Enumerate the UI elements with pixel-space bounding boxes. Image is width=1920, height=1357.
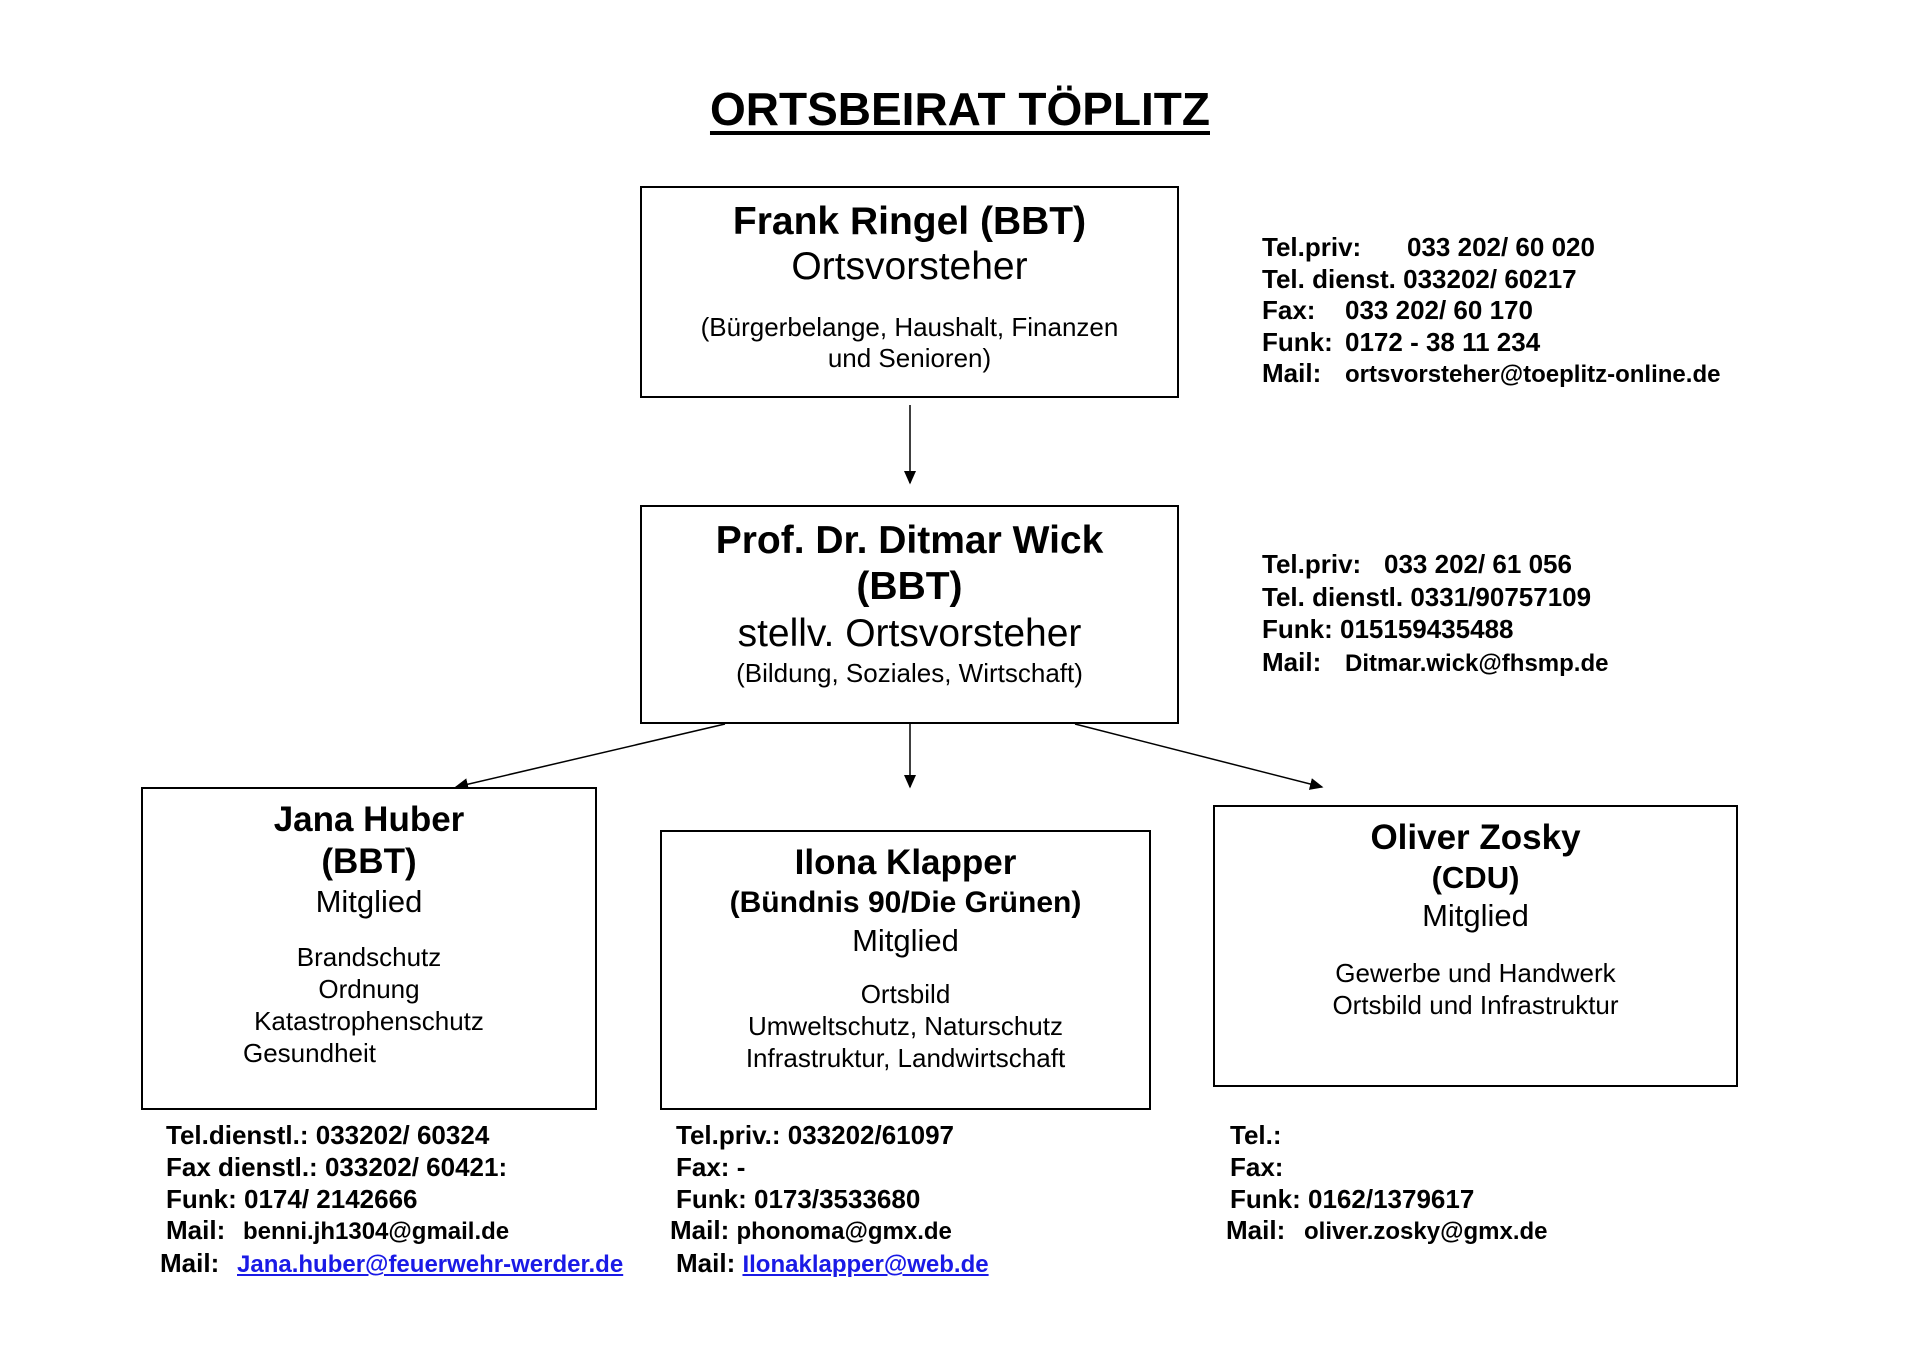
contact-key: Mail: xyxy=(1262,646,1322,677)
member-focus-line: Ortsbild xyxy=(860,979,951,1009)
contact-value: 0162/1379617 xyxy=(1308,1183,1475,1214)
member-email[interactable]: phonoma@gmx.de xyxy=(736,1218,952,1246)
chair-email[interactable]: ortsvorsteher@toeplitz-online.de xyxy=(1345,361,1721,388)
member-email-link[interactable]: Ilonaklapper@web.de xyxy=(742,1251,989,1279)
page-title: ORTSBEIRAT TÖPLITZ xyxy=(709,83,1210,135)
deputy-role: stellv. Ortsvorsteher xyxy=(737,612,1082,655)
member-focus-line: Katastrophenschutz xyxy=(254,1006,484,1036)
connector-deputy-huber xyxy=(456,724,725,787)
contact-key: Tel.dienstl.: xyxy=(166,1120,309,1150)
contact-row xyxy=(166,1184,623,1216)
contact-row xyxy=(1262,327,1720,359)
contact-value: 0331/90757109 xyxy=(1410,581,1592,612)
contact-value: 033202/ 60217 xyxy=(1403,263,1577,294)
contact-row xyxy=(676,1120,989,1152)
member-box-huber xyxy=(141,787,597,1110)
contact-row xyxy=(676,1152,989,1184)
contact-key: Fax: xyxy=(676,1151,730,1182)
member-focus-line: Umweltschutz, Naturschutz xyxy=(748,1011,1063,1041)
contact-row xyxy=(1262,295,1720,327)
member-name: Oliver Zosky xyxy=(1370,818,1581,857)
contact-key: Mail: xyxy=(670,1215,730,1246)
contact-row xyxy=(1262,358,1720,391)
member-party: (Bündnis 90/Die Grünen) xyxy=(729,886,1082,919)
contact-row xyxy=(166,1120,623,1152)
contact-key: Mail: xyxy=(1226,1215,1286,1246)
member-contact-zosky xyxy=(1226,1120,1548,1248)
member-email-link[interactable]: Jana.huber@feuerwehr-werder.de xyxy=(237,1251,624,1279)
member-focus xyxy=(143,941,595,1069)
contact-value: 033 202/ 60 170 xyxy=(1345,295,1533,325)
member-box-zosky xyxy=(1213,805,1738,1087)
contact-key: Tel. dienst. xyxy=(1262,263,1396,294)
contact-key: Fax: xyxy=(1262,295,1316,325)
chair-focus-line: (Bürgerbelange, Haushalt, Finanzen xyxy=(700,312,1119,342)
member-contact-huber xyxy=(160,1120,624,1281)
contact-row xyxy=(676,1184,989,1216)
chair-role: Ortsvorsteher xyxy=(791,245,1028,288)
contact-key: Funk: xyxy=(166,1183,237,1214)
contact-row xyxy=(1262,581,1608,614)
deputy-contact xyxy=(1262,548,1608,680)
contact-row xyxy=(1262,613,1608,646)
deputy-name: Prof. Dr. Ditmar Wick xyxy=(715,519,1104,562)
contact-key: Fax dienstl.: xyxy=(166,1151,318,1182)
contact-row xyxy=(1226,1215,1548,1248)
member-focus-line: Gesundheit xyxy=(243,1038,376,1068)
deputy-focus: (Bildung, Soziales, Wirtschaft) xyxy=(736,658,1083,688)
chair-focus-line: und Senioren) xyxy=(827,343,992,373)
contact-row xyxy=(1230,1120,1548,1152)
member-focus-line: Ordnung xyxy=(318,974,420,1004)
member-focus xyxy=(662,978,1149,1074)
contact-row xyxy=(1262,646,1608,681)
member-email[interactable]: oliver.zosky@gmx.de xyxy=(1304,1218,1548,1246)
contact-row xyxy=(670,1215,989,1248)
member-focus-line: Infrastruktur, Landwirtschaft xyxy=(745,1043,1066,1073)
contact-row xyxy=(160,1248,623,1281)
chair-name: Frank Ringel (BBT) xyxy=(732,200,1087,243)
member-email[interactable]: benni.jh1304@gmail.de xyxy=(243,1218,510,1246)
contact-key: Funk: xyxy=(1230,1183,1301,1214)
contact-value: 033202/ 60421: xyxy=(324,1151,508,1182)
member-role: Mitglied xyxy=(852,923,959,958)
member-contact-klapper xyxy=(670,1120,989,1281)
member-focus-line: Brandschutz xyxy=(296,942,442,972)
contact-row xyxy=(166,1152,623,1184)
contact-key: Fax: xyxy=(1230,1151,1284,1182)
contact-key: Tel.priv: xyxy=(1262,549,1362,579)
contact-key: Mail: xyxy=(1262,358,1322,388)
connector-deputy-zosky xyxy=(1075,724,1322,787)
contact-value: 033202/ 60324 xyxy=(315,1120,490,1150)
contact-row xyxy=(166,1215,623,1248)
contact-key: Funk: xyxy=(676,1183,747,1214)
contact-key: Tel. dienstl. xyxy=(1262,581,1404,612)
chair-contact xyxy=(1262,232,1720,391)
member-focus xyxy=(1215,957,1736,1021)
member-name: Jana Huber xyxy=(273,800,465,839)
contact-value: - xyxy=(736,1151,746,1182)
contact-key: Mail: xyxy=(160,1248,220,1279)
chair-focus xyxy=(642,312,1177,374)
contact-value: 015159435488 xyxy=(1340,614,1514,644)
contact-key: Tel.: xyxy=(1230,1120,1282,1150)
contact-row xyxy=(1230,1184,1548,1216)
contact-value: 0174/ 2142666 xyxy=(244,1183,418,1214)
contact-value: 0172 - 38 11 234 xyxy=(1345,326,1541,357)
contact-value: 0173/3533680 xyxy=(754,1183,921,1214)
contact-key: Tel.priv: xyxy=(1262,232,1362,262)
member-name: Ilona Klapper xyxy=(794,843,1017,882)
contact-key: Mail: xyxy=(166,1215,226,1246)
contact-row xyxy=(676,1248,989,1281)
contact-row xyxy=(1262,264,1720,296)
contact-row xyxy=(1262,548,1608,581)
member-focus-line: Gewerbe und Handwerk xyxy=(1335,958,1616,988)
deputy-box xyxy=(640,505,1179,724)
deputy-email[interactable]: Ditmar.wick@fhsmp.de xyxy=(1345,649,1609,677)
member-party: (CDU) xyxy=(1431,860,1520,895)
contact-value: 033 202/ 61 056 xyxy=(1384,549,1572,579)
contact-row xyxy=(1262,232,1720,264)
member-focus-line: Ortsbild und Infrastruktur xyxy=(1332,990,1619,1020)
contact-value: 033 202/ 60 020 xyxy=(1407,232,1595,262)
deputy-party: (BBT) xyxy=(856,565,963,608)
contact-key: Mail: xyxy=(676,1248,736,1279)
member-party: (BBT) xyxy=(321,842,417,881)
contact-key: Tel.priv.: xyxy=(676,1120,781,1150)
contact-key: Funk: xyxy=(1262,326,1333,357)
contact-row xyxy=(1230,1152,1548,1184)
contact-value: 033202/61097 xyxy=(787,1120,955,1150)
member-role: Mitglied xyxy=(1422,898,1529,933)
contact-key: Funk: xyxy=(1262,614,1333,644)
member-role: Mitglied xyxy=(315,884,423,919)
chair-box xyxy=(640,186,1179,398)
member-box-klapper xyxy=(660,830,1151,1110)
